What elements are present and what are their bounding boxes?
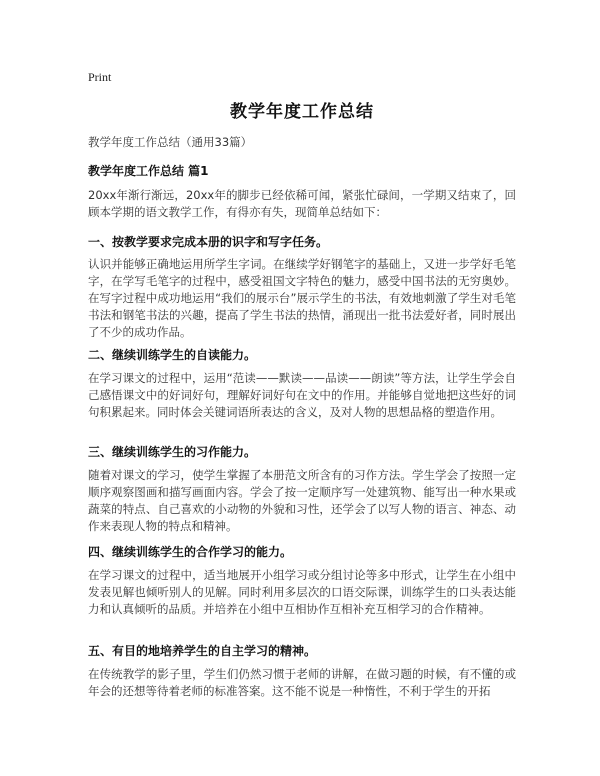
section-body-4: 在学习课文的过程中，适当地展开小组学习或分组讨论等多中形式，让学生在小组中发表见解也倾听别人的见解。同时利用多层次的口语交际课，训练学生的口头表达能力和认真倾听的品质。并培养在小组中互相协作互相补充互相学习的合作精神。 bbox=[88, 568, 516, 616]
article-heading: 教学年度工作总结 篇1 bbox=[88, 164, 209, 178]
section-body-5: 在传统教学的影子里，学生们仍然习惯于老师的讲解，在做习题的时候，有不懂的或年会的还想等待着老师的标准答案。这不能不说是一种惰性，不利于学生的开拓 bbox=[88, 667, 516, 698]
intro-paragraph: 20xx年渐行渐远，20xx年的脚步已经依稀可闻，紧张忙碌间，一学期又结束了，回顾本学期的语文教学工作，有得亦有失，现简单总结如下： bbox=[88, 188, 516, 219]
section-body-1: 认识并能够正确地运用所学生字词。在继续学好钢笔字的基础上，又进一步学好毛笔字，在学写毛笔字的过程中，感受祖国文字特色的魅力，感受中国书法的无穷奥妙。在写字过程中成功地运用“我们的展示台”展示学生的书法，有效地刺激了学生对毛笔书法和钢笔书法的兴趣，提高了学生书法的热情，涌现出一批书法爱好者，同时展出了不少的成功作品。 bbox=[88, 257, 516, 339]
section-heading-1: 一、按教学要求完成本册的识字和写字任务。 bbox=[88, 235, 329, 249]
section-heading-4: 四、继续训练学生的合作学习的能力。 bbox=[88, 545, 293, 559]
print-link[interactable]: Print bbox=[88, 70, 112, 84]
document-subtitle: 教学年度工作总结（通用33篇） bbox=[88, 135, 253, 149]
section-body-3: 随着对课文的学习，使学生掌握了本册范文所含有的习作方法。学生学会了按照一定顺序观察图画和描写画面内容。学会了按一定顺序写一处建筑物、能写出一种水果或蔬菜的特点、自己喜欢的小动物的外貌和习性，还学会了以写人物的语言、神态、动作来表现人物的特点和精神。 bbox=[88, 468, 516, 533]
section-heading-2: 二、继续训练学生的自读能力。 bbox=[88, 348, 257, 362]
section-body-2: 在学习课文的过程中，运用“范读——默读——品读——朗读”等方法，让学生学会自己感悟课文中的好词好句，理解好词好句在文中的作用。并能够自觉地把这些好的词句积累起来。同时体会关键词语所表达的含义，及对人物的思想品格的塑造作用。 bbox=[88, 371, 516, 419]
section-heading-5: 五、有目的地培养学生的自主学习的精神。 bbox=[88, 644, 317, 658]
section-heading-3: 三、继续训练学生的习作能力。 bbox=[88, 445, 257, 459]
page-title: 教学年度工作总结 bbox=[230, 102, 374, 122]
